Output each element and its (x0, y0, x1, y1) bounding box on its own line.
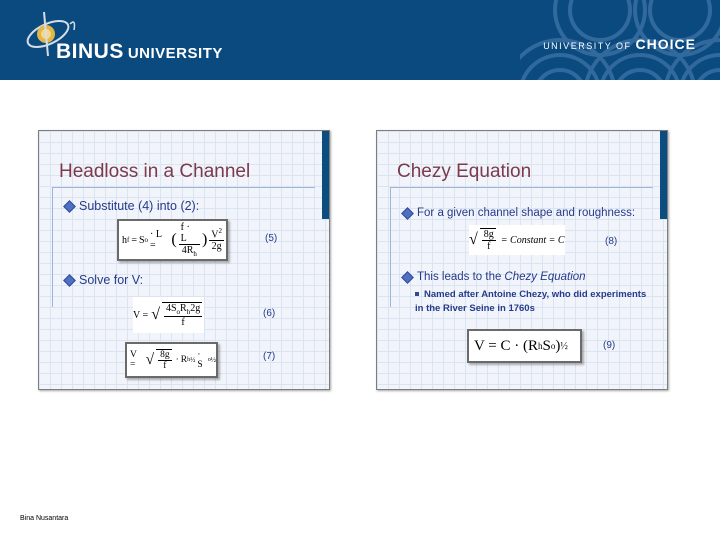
title-underline (53, 187, 315, 188)
eq5-lhs-sub: f (127, 236, 130, 244)
slide-accent-bar (660, 131, 667, 219)
eq5-frac2-den: 2g (211, 241, 222, 253)
eq7-lhs: V = (130, 350, 137, 370)
bullet-text: Substitute (4) into (2): (79, 199, 200, 213)
slide-headloss (38, 130, 330, 390)
eq7-s-sup: ½ (210, 356, 216, 364)
equation-6 (133, 297, 204, 333)
tagline-prefix: UNIVERSITY OF (543, 41, 632, 51)
eq6-num-sub1: o (176, 307, 181, 316)
brand-main: BINUS (56, 40, 124, 63)
bullet-text-prefix: This leads to the (417, 271, 502, 283)
eq6-den: f (181, 317, 185, 329)
eq5-s: S (138, 234, 145, 246)
slide-chezy (376, 130, 668, 390)
eq8-den: f (487, 241, 491, 252)
eq9-sub1: h (538, 341, 543, 351)
eq7-den: f (163, 361, 167, 371)
diamond-bullet-icon (63, 274, 76, 287)
bullet-substitute (65, 199, 199, 213)
equation-label-5: (5) (265, 233, 278, 244)
bullet-solve (65, 273, 143, 287)
bullet-channel-shape (403, 207, 635, 219)
eq5-s-sub: o (144, 236, 149, 244)
eq5-frac2-num-sup: 2 (218, 226, 222, 235)
bullet-text: For a given channel shape and roughness: (417, 207, 636, 219)
brand-wordmark (56, 40, 223, 64)
slide-accent-bar (322, 131, 329, 219)
bullet-chezy (403, 271, 586, 283)
eq6-sqrt: √ $\frac{4S_oR_h2g}{f}$ (151, 302, 201, 329)
margin-line (390, 187, 391, 307)
eq9-lhs: V = C · (R (474, 337, 539, 354)
eq5-frac1-num: f · L (179, 222, 200, 245)
square-bullet-icon (415, 292, 419, 296)
eq9-close: ) (555, 337, 561, 354)
header-banner (0, 0, 720, 80)
eq9-sup: ½ (560, 340, 568, 352)
eq8-sqrt: √ $\frac{8g}{f}$ (469, 229, 494, 252)
eq6-num: 4S (165, 302, 177, 314)
eq7-r-sub: h (187, 357, 191, 363)
sub-bullet-chezy (415, 288, 655, 316)
eq8-num: 8g (483, 229, 494, 240)
bullet-text-emphasis: Chezy Equation (504, 271, 586, 283)
eq5-lhs: h (122, 234, 127, 246)
equation-8 (469, 225, 565, 255)
eq7-r-sup: ½ (190, 356, 196, 364)
brand-sub: UNIVERSITY (127, 45, 223, 62)
eq5-frac2-num: V (211, 229, 219, 241)
eq9-mid: S (542, 337, 551, 354)
bullet-text: Solve for V: (79, 273, 144, 287)
eq6-num-mid: R (180, 302, 187, 314)
equation-label-8: (8) (605, 236, 618, 247)
sub-bullet-text: Named after Antoine Chezy, who did experiments in the River Seine in 1760s (415, 289, 647, 314)
margin-line (52, 187, 53, 307)
diamond-bullet-icon (401, 207, 414, 220)
eq7-num: 8g (160, 349, 170, 360)
equation-label-6: (6) (263, 308, 276, 319)
eq5-frac1-den-sub: h (193, 249, 197, 258)
diamond-bullet-icon (63, 200, 76, 213)
eq7-r: R (180, 355, 188, 365)
equation-label-9: (9) (603, 340, 616, 351)
eq8-rhs: = Constant = C (500, 234, 565, 246)
eq5-frac1-den: 4R (181, 244, 194, 256)
diamond-bullet-icon (401, 271, 414, 284)
eq5-frac1 (179, 222, 200, 259)
equation-5: h f = S o · L = ( $\frac{f \cdot L}{4R_h}$ ) $\frac{V^2}{2g}$ (117, 219, 228, 261)
slide-title: Chezy Equation (397, 161, 532, 182)
title-underline (391, 187, 653, 188)
equation-7 (125, 342, 218, 378)
eq6-num-end: 2g (190, 302, 201, 314)
eq6-num-sub2: h (186, 307, 191, 316)
eq7-dot: · (175, 355, 179, 365)
eq5-dot-l: · L = (150, 229, 162, 251)
eq7-dot-s: · S (197, 350, 203, 370)
eq7-sqrt: √ $\frac{8g}{f}$ (145, 349, 170, 371)
eq9-sub2: o (550, 341, 556, 351)
slide-title: Headloss in a Channel (59, 161, 251, 182)
equation-9 (467, 329, 582, 363)
eq5-equals: = (131, 234, 137, 246)
eq6-lhs: V = (133, 309, 149, 321)
eq5-frac2 (209, 228, 224, 252)
tagline-choice: CHOICE (635, 36, 696, 52)
equation-label-7: (7) (263, 351, 276, 362)
eq7-s-sub: o (207, 357, 211, 363)
tagline (543, 36, 696, 52)
footer-text: Bina Nusantara (20, 515, 69, 522)
